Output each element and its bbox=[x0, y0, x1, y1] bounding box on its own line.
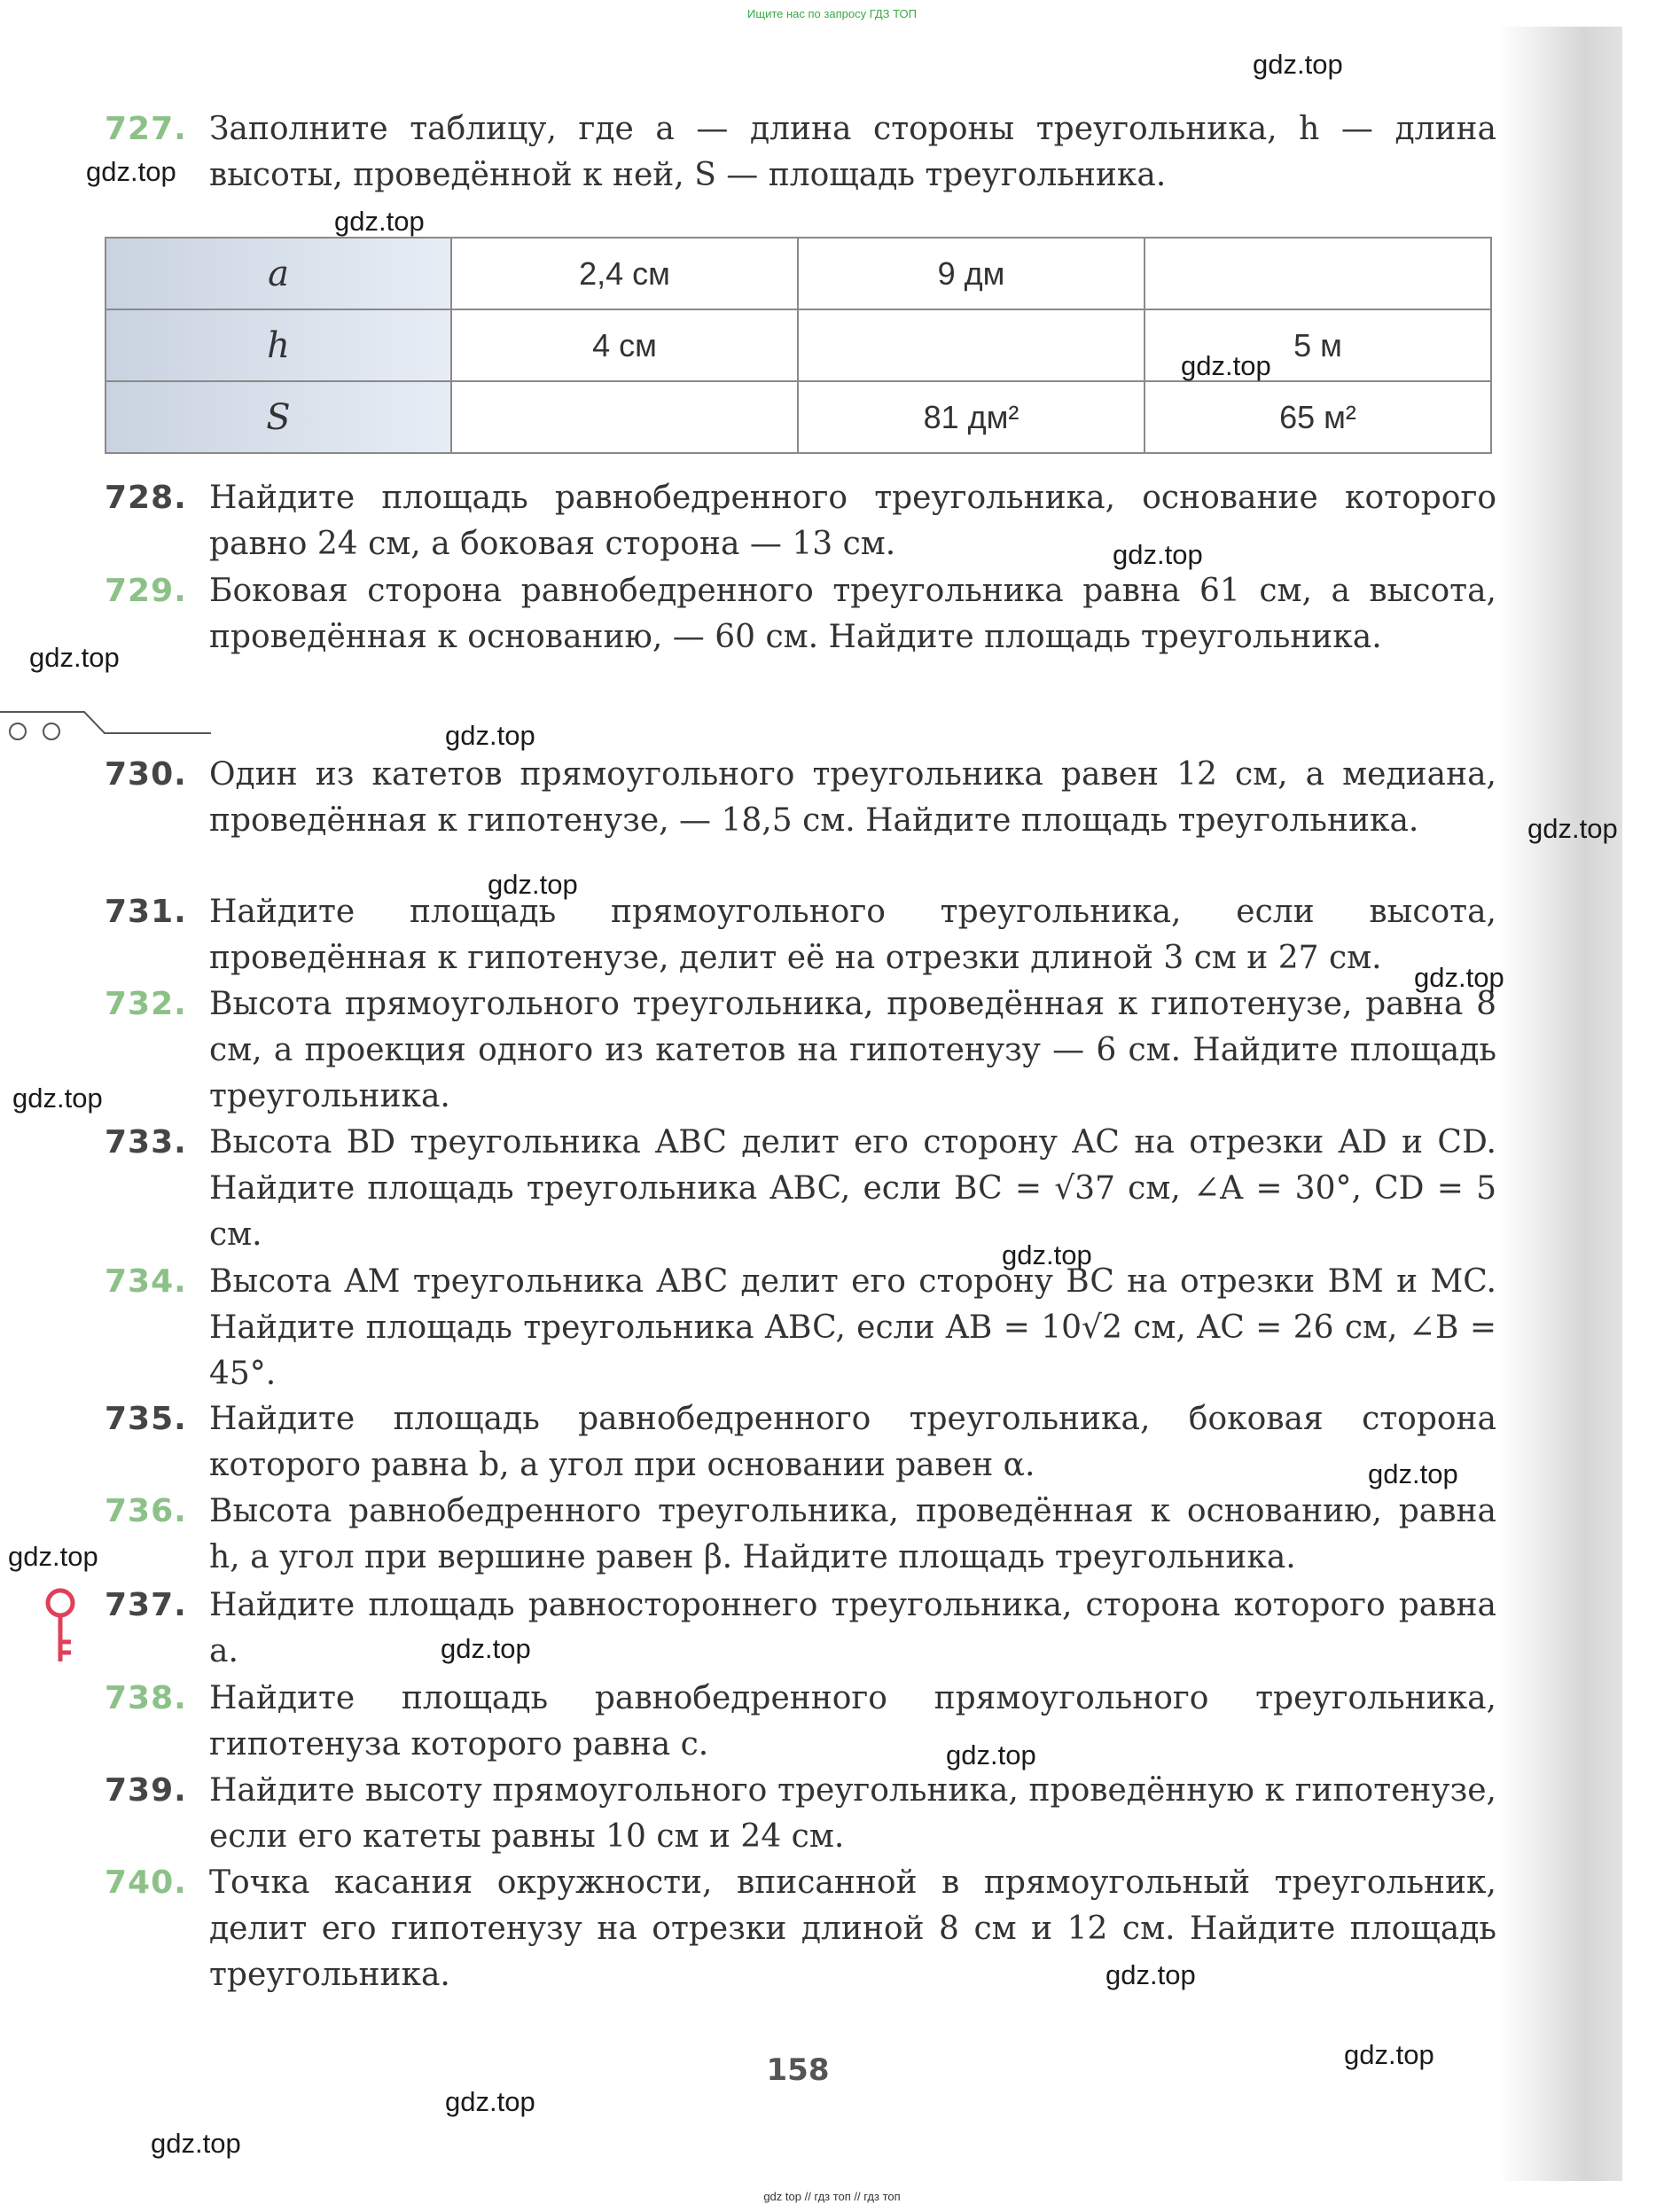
problem-729 bbox=[105, 568, 1496, 660]
difficulty-level-divider bbox=[0, 705, 213, 749]
watermark: gdz.top bbox=[29, 642, 120, 673]
problem-text: Найдите площадь равностороннего треугольника, сторона которого равна a. bbox=[209, 1587, 1496, 1669]
level-circle-icon bbox=[43, 723, 59, 739]
problem-text: Высота BD треугольника ABC делит его сторону AC на отрезки AD и CD. Найдите площадь треугольника ABC, если BC = √37 см, ∠A = 30°, CD = 5 см. bbox=[209, 1124, 1496, 1253]
problem-number: 733. bbox=[105, 1124, 187, 1161]
problem-740 bbox=[105, 1860, 1496, 1998]
problem-number: 730. bbox=[105, 756, 187, 793]
watermark: gdz.top bbox=[1527, 813, 1618, 844]
row-label: S bbox=[105, 381, 451, 453]
problem-number: 738. bbox=[105, 1680, 187, 1716]
table-row bbox=[105, 309, 1491, 381]
watermark: gdz.top bbox=[1181, 350, 1271, 381]
row-label: a bbox=[105, 238, 451, 309]
watermark: gdz.top bbox=[1368, 1458, 1458, 1489]
row-label: h bbox=[105, 309, 451, 381]
problem-number: 727. bbox=[105, 111, 187, 147]
problem-text: Найдите площадь прямоугольного треугольника, если высота, проведённая к гипотенузе, делит её на отрезки длиной 3 см и 27 см. bbox=[209, 894, 1496, 976]
problem-text: Один из катетов прямоугольного треугольника равен 12 см, а медиана, проведённая к гипотенузе, — 18,5 см. Найдите площадь треугольника. bbox=[209, 756, 1496, 839]
problem-text: Заполните таблицу, где a — длина стороны треугольника, h — длина высоты, проведённой к ней, S — площадь треугольника. bbox=[209, 111, 1496, 193]
problem-text: Найдите площадь равнобедренного треугольника, боковая сторона которого равна b, а угол при основании равен α. bbox=[209, 1401, 1496, 1483]
problem-736 bbox=[105, 1489, 1496, 1581]
problem-number: 740. bbox=[105, 1864, 187, 1901]
table-cell: 81 дм² bbox=[798, 381, 1144, 453]
problem-number: 731. bbox=[105, 894, 187, 930]
watermark: gdz.top bbox=[1002, 1239, 1092, 1270]
problem-737 bbox=[105, 1583, 1496, 1675]
watermark: gdz.top bbox=[12, 1083, 103, 1114]
watermark: gdz.top bbox=[445, 2086, 535, 2117]
problem-number: 734. bbox=[105, 1263, 187, 1300]
watermark: gdz.top bbox=[488, 869, 578, 900]
table-cell: 65 м² bbox=[1144, 381, 1491, 453]
watermark: gdz.top bbox=[445, 720, 535, 751]
triangle-data-table bbox=[105, 237, 1492, 454]
problem-739 bbox=[105, 1768, 1496, 1860]
problem-734 bbox=[105, 1259, 1496, 1397]
problem-text: Найдите высоту прямоугольного треугольника, проведённую к гипотенузе, если его катеты равны 10 см и 24 см. bbox=[209, 1772, 1496, 1855]
problem-text: Высота прямоугольного треугольника, проведённая к гипотенузе, равна 8 см, а проекция одного из катетов на гипотенузу — 6 см. Найдите площадь треугольника. bbox=[209, 986, 1496, 1114]
table-row bbox=[105, 238, 1491, 309]
watermark: gdz.top bbox=[151, 2128, 241, 2159]
table-cell: 5 м bbox=[1144, 309, 1491, 381]
watermark: gdz.top bbox=[1344, 2039, 1434, 2070]
problem-735 bbox=[105, 1396, 1496, 1489]
table-cell bbox=[798, 309, 1144, 381]
footer-notice: gdz top // гдз топ // гдз топ bbox=[763, 2190, 901, 2203]
key-icon bbox=[39, 1587, 83, 1667]
problem-text: Боковая сторона равнобедренного треугольника равна 61 см, а высота, проведённая к основанию, — 60 см. Найдите площадь треугольника. bbox=[209, 573, 1496, 655]
problem-number: 729. bbox=[105, 573, 187, 609]
problem-number: 728. bbox=[105, 480, 187, 516]
watermark: gdz.top bbox=[1105, 1959, 1196, 1990]
page-number: 158 bbox=[766, 2052, 830, 2088]
problem-number: 736. bbox=[105, 1493, 187, 1529]
table-cell: 9 дм bbox=[798, 238, 1144, 309]
table-cell bbox=[451, 381, 798, 453]
problem-738 bbox=[105, 1676, 1496, 1768]
table-cell: 2,4 см bbox=[451, 238, 798, 309]
problem-text: Найдите площадь равнобедренного прямоугольного треугольника, гипотенуза которого равна c. bbox=[209, 1680, 1496, 1763]
level-circle-icon bbox=[10, 723, 26, 739]
problem-text: Высота равнобедренного треугольника, проведённая к основанию, равна h, а угол при вершине равен β. Найдите площадь треугольника. bbox=[209, 1493, 1496, 1575]
watermark: gdz.top bbox=[441, 1633, 531, 1664]
top-notice: Ищите нас по запросу ГДЗ ТОП bbox=[747, 7, 917, 20]
problem-731 bbox=[105, 889, 1496, 981]
watermark: gdz.top bbox=[946, 1739, 1036, 1770]
problem-number: 735. bbox=[105, 1401, 187, 1437]
problem-727 bbox=[105, 106, 1496, 199]
problem-text: Найдите площадь равнобедренного треугольника, основание которого равно 24 см, а боковая сторона — 13 см. bbox=[209, 480, 1496, 562]
watermark: gdz.top bbox=[1113, 539, 1203, 570]
problem-text: Точка касания окружности, вписанной в прямоугольный треугольник, делит его гипотенузу на отрезки длиной 8 см и 12 см. Найдите площадь треугольника. bbox=[209, 1864, 1496, 1993]
table-row bbox=[105, 381, 1491, 453]
watermark: gdz.top bbox=[86, 156, 176, 187]
watermark: gdz.top bbox=[1253, 49, 1343, 80]
problem-number: 737. bbox=[105, 1587, 187, 1623]
table-cell bbox=[1144, 238, 1491, 309]
watermark: gdz.top bbox=[8, 1541, 98, 1572]
watermark: gdz.top bbox=[1414, 962, 1504, 993]
problem-number: 739. bbox=[105, 1772, 187, 1809]
problem-730 bbox=[105, 752, 1496, 844]
problem-733 bbox=[105, 1120, 1496, 1258]
problem-732 bbox=[105, 981, 1496, 1120]
problem-number: 732. bbox=[105, 986, 187, 1022]
table-cell: 4 см bbox=[451, 309, 798, 381]
page-edge-shadow bbox=[1498, 27, 1622, 2181]
problem-728 bbox=[105, 475, 1496, 567]
watermark: gdz.top bbox=[334, 206, 425, 237]
problem-text: Высота AM треугольника ABC делит его сторону BC на отрезки BM и MC. Найдите площадь треугольника ABC, если AB = 10√2 см, AC = 26 см, ∠B = 45°. bbox=[209, 1263, 1497, 1392]
